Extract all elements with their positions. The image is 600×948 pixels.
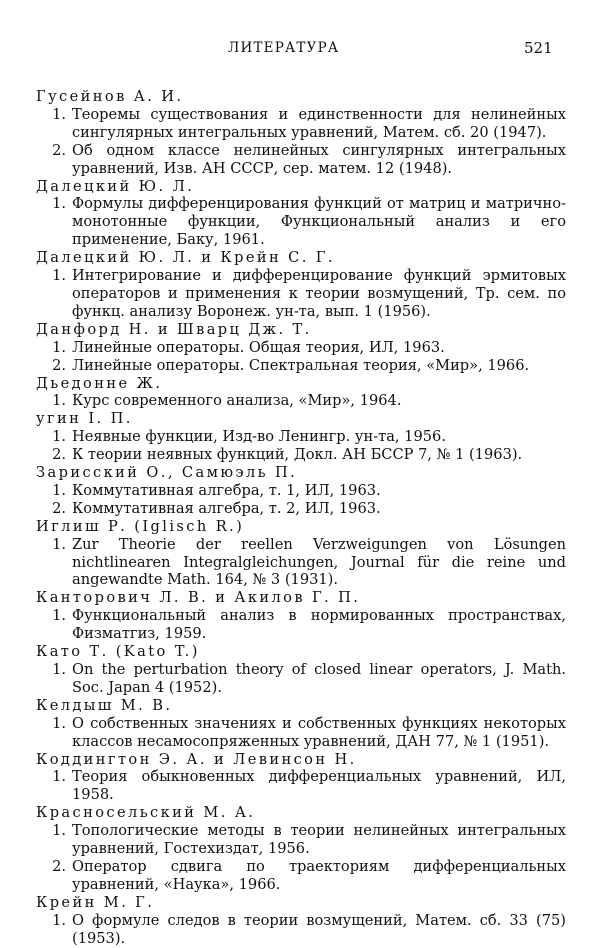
bibliography-entry bbox=[36, 178, 566, 250]
bibliography-entry bbox=[36, 751, 566, 805]
entry-author: Далецкий Ю. Л. и Крейн С. Г. bbox=[36, 249, 335, 267]
reference-number: 2. bbox=[52, 857, 66, 875]
reference-text: Zur Theorie der reellen Verzweigungen von Lösungen nichtlinearen Integralgleichungen, Journal für die reine und angewandte Math. 164, № 3 (1931). bbox=[72, 535, 566, 589]
reference-number: 1. bbox=[52, 661, 66, 678]
reference-text: Интегрирование и дифференцирование функций эрмитовых операторов и применения к теории возмущений, Тр. сем. по функц. анализу Воронеж. ун-та, вып. 1 (1956). bbox=[72, 267, 566, 320]
reference-item bbox=[36, 267, 566, 321]
bibliography-entry bbox=[36, 697, 566, 751]
reference-number: 1. bbox=[52, 481, 66, 499]
entry-author: Зарисский О., Самюэль П. bbox=[36, 464, 298, 482]
entry-author: Далецкий Ю. Л. bbox=[36, 177, 195, 195]
reference-number: 1. bbox=[52, 392, 66, 410]
bibliography-entry bbox=[36, 804, 566, 894]
entry-author: Келдыш М. В. bbox=[36, 696, 173, 714]
reference-number: 2. bbox=[52, 446, 66, 464]
entry-author: Като Т. (Kato T.) bbox=[36, 643, 200, 661]
bibliography-entry bbox=[36, 518, 566, 590]
reference-number: 1. bbox=[52, 607, 66, 625]
reference-number: 1. bbox=[52, 911, 66, 929]
reference-item bbox=[36, 106, 566, 142]
reference-item bbox=[36, 392, 566, 410]
reference-number: 1. bbox=[52, 822, 66, 840]
reference-text: Линейные операторы. Общая теория, ИЛ, 1963. bbox=[72, 338, 445, 356]
reference-text: О формуле следов в теории возмущений, Матем. сб. 33 (75) (1953). bbox=[72, 911, 566, 947]
reference-number: 1. bbox=[52, 428, 66, 446]
entry-author: Крейн М. Г. bbox=[36, 893, 155, 911]
bibliography-entry bbox=[36, 249, 566, 321]
reference-number: 1. bbox=[52, 195, 66, 213]
reference-item bbox=[36, 912, 566, 948]
page-header bbox=[0, 40, 600, 62]
reference-text: К теории неявных функций, Докл. АН БССР 7, № 1 (1963). bbox=[72, 446, 523, 464]
reference-item bbox=[36, 195, 566, 249]
reference-text: Теоремы существования и единственности для нелинейных сингулярных интегральных уравнений, Матем. сб. 20 (1947). bbox=[72, 105, 566, 141]
bibliography-entry bbox=[36, 410, 566, 464]
reference-text: Коммутативная алгебра, т. 1, ИЛ, 1963. bbox=[72, 481, 381, 499]
reference-number: 1. bbox=[52, 535, 66, 553]
bibliography-entry bbox=[36, 321, 566, 375]
bibliography-entry bbox=[36, 894, 566, 948]
reference-number: 1. bbox=[52, 267, 66, 285]
bibliography-entry bbox=[36, 464, 566, 518]
reference-number: 1. bbox=[52, 338, 66, 356]
reference-item bbox=[36, 607, 566, 643]
reference-number: 2. bbox=[52, 141, 66, 159]
reference-item bbox=[36, 768, 566, 804]
reference-item bbox=[36, 428, 566, 446]
reference-text: On the perturbation theory of closed linear operators, J. Math. Soc. Japan 4 (1952). bbox=[72, 661, 566, 696]
entry-author: Коддингтон Э. А. и Левинсон Н. bbox=[36, 750, 357, 768]
running-title: ЛИТЕРАТУРА bbox=[228, 40, 340, 56]
reference-text: Оператор сдвига по траекториям дифференциальных уравнений, «Наука», 1966. bbox=[72, 857, 566, 893]
reference-item bbox=[36, 822, 566, 858]
reference-text: Топологические методы в теории нелинейных интегральных уравнений, Гостехиздат, 1956. bbox=[72, 822, 566, 858]
bibliography-list bbox=[36, 88, 566, 948]
reference-text: О собственных значениях и собственных функциях некоторых классов несамосопряженных уравнений, ДАН 77, № 1 (1951). bbox=[72, 714, 566, 750]
reference-number: 1. bbox=[52, 768, 66, 786]
reference-item bbox=[36, 715, 566, 751]
reference-number: 1. bbox=[52, 714, 66, 732]
reference-item bbox=[36, 357, 566, 375]
entry-author: Канторович Л. В. и Акилов Г. П. bbox=[36, 589, 361, 607]
reference-text: Коммутативная алгебра, т. 2, ИЛ, 1963. bbox=[72, 499, 381, 517]
reference-text: Функциональный анализ в нормированных пространствах, Физматгиз, 1959. bbox=[72, 607, 566, 643]
entry-author: Данфорд Н. и Шварц Дж. Т. bbox=[36, 320, 312, 338]
reference-text: Формулы дифференцирования функций от матриц и матрично-монотонные функции, Функциональный анализ и его применение, Баку, 1961. bbox=[72, 195, 566, 249]
entry-author: угин І. П. bbox=[36, 410, 133, 428]
bibliography-entry bbox=[36, 375, 566, 411]
reference-item bbox=[36, 482, 566, 500]
reference-item bbox=[36, 536, 566, 590]
reference-item bbox=[36, 142, 566, 178]
reference-text: Курс современного анализа, «Мир», 1964. bbox=[72, 392, 402, 410]
reference-item bbox=[36, 858, 566, 894]
reference-number: 2. bbox=[52, 356, 66, 374]
reference-item bbox=[36, 446, 566, 464]
bibliography-entry bbox=[36, 88, 566, 178]
reference-number: 1. bbox=[52, 105, 66, 123]
bibliography-entry bbox=[36, 589, 566, 643]
reference-item bbox=[36, 339, 566, 357]
entry-author: Гусейнов А. И. bbox=[36, 88, 184, 105]
entry-author: Дьедонне Ж. bbox=[36, 374, 163, 392]
page-number: 521 bbox=[524, 39, 553, 57]
reference-number: 2. bbox=[52, 499, 66, 517]
reference-text: Неявные функции, Изд-во Ленингр. ун-та, 1956. bbox=[72, 428, 446, 446]
entry-author: Иглиш Р. (Iglisch R.) bbox=[36, 517, 245, 535]
reference-text: Линейные операторы. Спектральная теория, «Мир», 1966. bbox=[72, 356, 530, 374]
reference-text: Теория обыкновенных дифференциальных уравнений, ИЛ, 1958. bbox=[72, 768, 566, 804]
entry-author: Красносельский М. А. bbox=[36, 804, 256, 822]
reference-text: Об одном классе нелинейных сингулярных интегральных уравнений, Изв. АН СССР, сер. матем. 12 (1948). bbox=[72, 141, 566, 177]
reference-item bbox=[36, 500, 566, 518]
bibliography-entry bbox=[36, 643, 566, 697]
reference-item bbox=[36, 661, 566, 697]
